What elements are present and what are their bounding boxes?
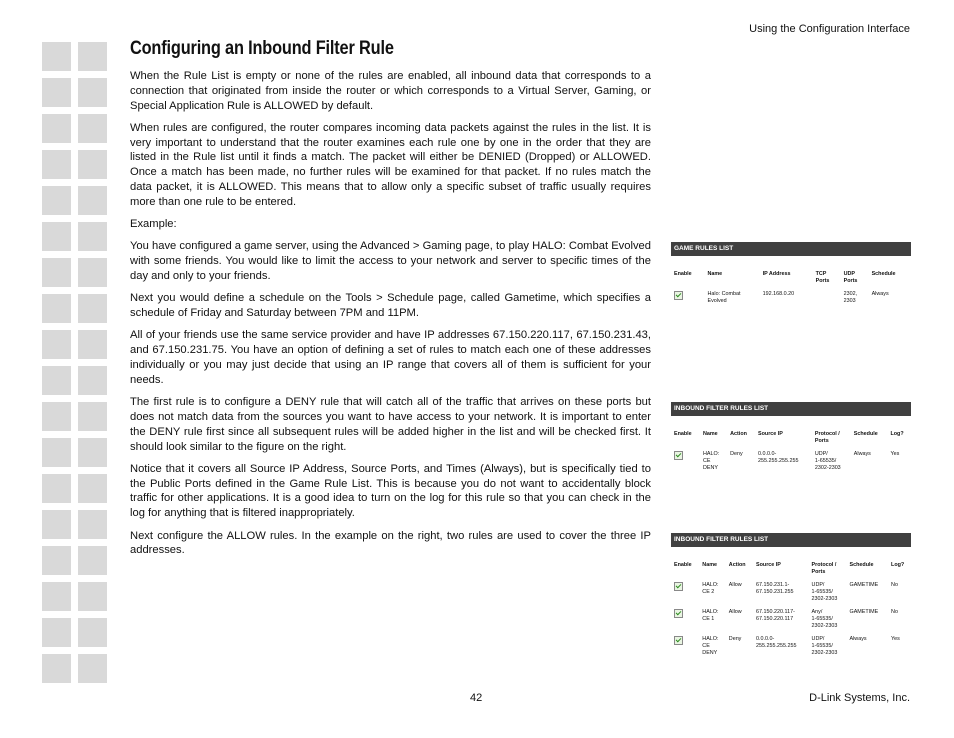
cell-schedule: Always xyxy=(849,636,867,642)
table-row xyxy=(671,582,911,609)
cell-schedule: GAMETIME xyxy=(849,582,879,588)
cell-source-ip: 0.0.0.0- 255.255.255.255 xyxy=(758,451,799,464)
table-row xyxy=(671,636,911,663)
side-decoration xyxy=(42,42,110,690)
panel-title: INBOUND FILTER RULES LIST xyxy=(671,402,911,416)
page-number: 42 xyxy=(470,692,483,704)
table-row xyxy=(671,291,911,311)
page-title: Configuring an Inbound Filter Rule xyxy=(130,38,394,59)
paragraph: You have configured a game server, using the Advanced > Gaming page, to play HALO: Combat Evolved with some friends. You would like to limit the access to your network and server to specific times of the day and only to your friends. xyxy=(130,240,651,283)
cell-log: No xyxy=(891,609,898,615)
col-header: Log? xyxy=(891,562,905,568)
col-header: Name xyxy=(702,562,717,568)
col-header: Log? xyxy=(890,431,904,437)
paragraph: The first rule is to configure a DENY rule that will catch all of the traffic that arrives on these ports but does not match data from the sources you want to have access to your network. It is important to enter the DENY rule first since all subsequent rules will be added higher in the list and will be checked first. It should look similar to the figure on the right. xyxy=(130,396,651,453)
col-header: UDP Ports xyxy=(843,271,858,284)
paragraph: Next you would define a schedule on the Tools > Schedule page, called Gametime, which specifies a schedule of Friday and Saturday between 7PM and 11PM. xyxy=(130,292,651,320)
inbound-rules-panel-2 xyxy=(671,533,911,663)
col-header: IP Address xyxy=(762,271,791,277)
cell-name: HALO: CE 2 xyxy=(702,582,719,595)
cell-schedule: GAMETIME xyxy=(849,609,879,615)
paragraph: When rules are configured, the router compares incoming data packets against the rules in the list. It is very important to understand that the router examines each rule one by one in the order that they are listed in the Rule list until it finds a match. The packet will either be DENIED (Dropped) or ALLOWED. Once a match has been made, no further rules will be examined for that packet. If no rules match the data packet, it is ALLOWED. This means that to allow only a specific subset of traffic usually requires more than one rule to be entered. xyxy=(130,121,651,208)
col-header: Name xyxy=(707,271,723,277)
col-header: TCP Ports xyxy=(815,271,830,284)
enable-checkbox[interactable] xyxy=(674,582,683,591)
cell-protocol: Any/ 1-65535/ 2302-2303 xyxy=(811,609,838,629)
paragraph: All of your friends use the same service provider and have IP addresses 67.150.220.117, 67.150.231.43, and 67.150.231.75. You have an option of defining a set of rules to match each one of these addresses individually or you may just decide that using an IP range that covers all of them is sufficient for your needs. xyxy=(130,329,651,386)
inbound-rules-table xyxy=(671,562,911,663)
cell-action: Allow xyxy=(728,582,742,588)
cell-source-ip: 67.150.220.117- 67.150.220.117 xyxy=(756,609,795,622)
paragraph: Notice that it covers all Source IP Address, Source Ports, and Times (Always), but is specifically tied to the Public Ports defined in the Game Rule List. This is because you do not want to accidentally block traffic for other applications. It is a good idea to turn on the log for this rule so that you can check in the log for anything that is filtered inappropriately. xyxy=(130,462,651,520)
cell-name: HALO: CE DENY xyxy=(702,636,719,656)
cell-udp: 2302, 2303 xyxy=(843,291,858,304)
enable-checkbox[interactable] xyxy=(674,609,683,618)
inbound-rules-table xyxy=(671,431,911,478)
col-header: Action xyxy=(728,562,746,568)
cell-log: Yes xyxy=(891,636,900,642)
cell-action: Allow xyxy=(728,609,742,615)
col-header: Enable xyxy=(674,562,692,568)
paragraph: When the Rule List is empty or none of the rules are enabled, all inbound data that corresponds to a connection that originated from inside the router or which corresponds to a Virtual Server, Gaming, or Special Application Rule is ALLOWED by default. xyxy=(130,70,651,112)
col-header: Enable xyxy=(674,271,692,277)
enable-checkbox[interactable] xyxy=(674,451,683,460)
body-text xyxy=(130,69,651,566)
col-header: Source IP xyxy=(756,562,781,568)
game-rules-table xyxy=(671,271,911,311)
game-rules-panel xyxy=(671,242,911,311)
col-header: Schedule xyxy=(849,562,874,568)
cell-protocol: UDP/ 1-65535/ 2302-2303 xyxy=(811,582,838,602)
panel-title: INBOUND FILTER RULES LIST xyxy=(671,533,911,547)
paragraph: Example: xyxy=(130,218,177,231)
col-header: Schedule xyxy=(853,431,878,437)
cell-schedule: Always xyxy=(853,451,871,457)
cell-source-ip: 0.0.0.0- 255.255.255.255 xyxy=(756,636,797,649)
inbound-rules-panel-1 xyxy=(671,402,911,478)
col-header: Protocol / Ports xyxy=(814,431,840,444)
cell-protocol: UDP/ 1-65535/ 2302-2303 xyxy=(811,636,838,656)
col-header: Enable xyxy=(674,431,692,437)
cell-source-ip: 67.150.231.1- 67.150.231.255 xyxy=(756,582,794,595)
panel-title: GAME RULES LIST xyxy=(671,242,911,256)
paragraph: Next configure the ALLOW rules. In the example on the right, two rules are used to cover the three IP addresses. xyxy=(130,529,651,557)
cell-log: No xyxy=(891,582,898,588)
table-row xyxy=(671,451,911,478)
cell-name: HALO: CE DENY xyxy=(702,451,720,471)
header-section: Using the Configuration Interface xyxy=(749,23,910,35)
company-name: D-Link Systems, Inc. xyxy=(809,692,910,704)
cell-log: Yes xyxy=(890,451,900,457)
cell-protocol: UDP/ 1-65535/ 2302-2303 xyxy=(814,451,841,471)
table-row xyxy=(671,609,911,636)
cell-action: Deny xyxy=(728,636,742,642)
cell-name: HALO: CE 1 xyxy=(702,609,719,622)
cell-tcp xyxy=(813,291,841,311)
enable-checkbox[interactable] xyxy=(674,291,683,300)
col-header: Source IP xyxy=(758,431,783,437)
cell-action: Deny xyxy=(730,451,743,457)
col-header: Name xyxy=(702,431,718,437)
cell-schedule: Always xyxy=(871,291,889,297)
col-header: Action xyxy=(730,431,747,437)
col-header: Protocol / Ports xyxy=(811,562,837,575)
cell-ip: 192.168.0.20 xyxy=(762,291,795,297)
col-header: Schedule xyxy=(871,271,896,277)
enable-checkbox[interactable] xyxy=(674,636,683,645)
cell-name: Halo: Combat Evolved xyxy=(707,291,741,304)
